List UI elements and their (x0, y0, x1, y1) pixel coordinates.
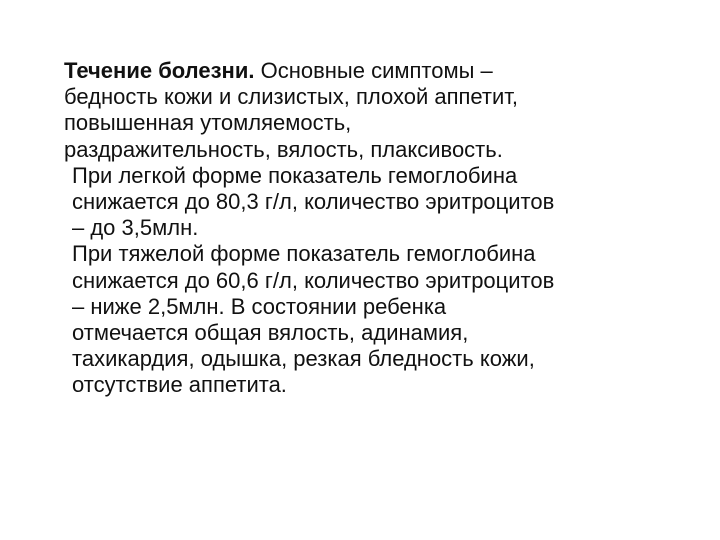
text-block (64, 58, 694, 399)
paragraph-mild-form: При легкой форме показатель гемоглобина снижается до 80,3 г/л, количество эритроцитов – до 3,5млн. (72, 162, 555, 241)
paragraph-severe-form: При тяжелой форме показатель гемоглобина снижается до 60,6 г/л, количество эритроцитов – ниже 2,5млн. В состоянии ребенка отмечается общая вялость, адинамия, тахикардия, одышка, резкая бледность кожи, отсутствие аппетита. (72, 241, 555, 398)
paragraph-disease-course-body: Основные симптомы – бедность кожи и слизистых, плохой аппетит, повышенная утомляемость, раздражительность, вялость, плаксивость. (64, 58, 519, 162)
indented-paragraphs (64, 163, 694, 399)
lead-heading: Течение болезни. (64, 58, 255, 83)
paragraph-disease-course (64, 58, 694, 163)
